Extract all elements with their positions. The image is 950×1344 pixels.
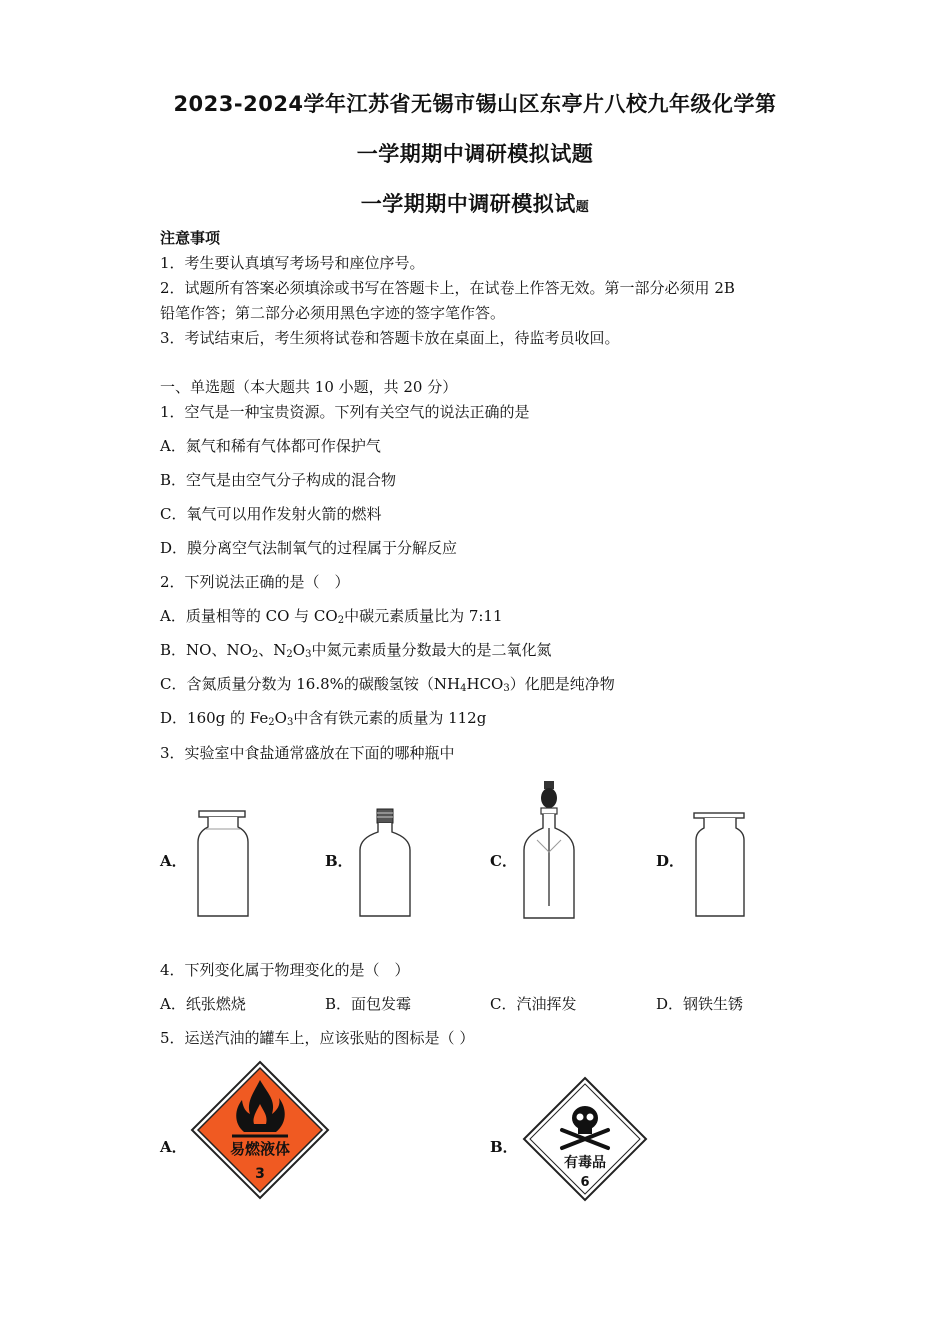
sign-b-number: 6 — [580, 1175, 590, 1190]
q5-label-a: A． — [160, 1138, 187, 1156]
sign-b-text: 有毒品 — [564, 1155, 606, 1171]
q3-label-c: C． — [490, 852, 517, 870]
page-title-line1: 2023-2024学年江苏省无锡市锡山区东亭片八校九年级化学第 — [173, 92, 777, 116]
notice-item-2: 2．试题所有答案必须填涂或书写在答题卡上，在试卷上作答无效。第一部分必须用 2B — [160, 279, 735, 297]
q2-option-a: A．质量相等的 CO 与 $CO_2$中碳元素质量比为 7:11 — [160, 607, 503, 626]
q4-option-b: B．面包发霉 — [325, 995, 412, 1013]
q1-option-c: C．氧气可以用作发射火箭的燃料 — [160, 505, 382, 523]
q5-stem: 5．运送汽油的罐车上，应该张贴的图标是（ ） — [160, 1029, 475, 1047]
q5-label-b: B． — [490, 1138, 518, 1156]
q4-option-c: C．汽油挥发 — [490, 995, 577, 1013]
q1-option-d: D．膜分离空气法制氧气的过程属于分解反应 — [160, 539, 458, 557]
page-title-line3 — [0, 188, 950, 218]
q4-stem: 4．下列变化属于物理变化的是（ ） — [160, 961, 410, 979]
dropper-bottle-icon — [516, 778, 582, 924]
title-line3-main: 一学期期中调研模拟试 — [360, 192, 576, 216]
gas-collecting-bottle-icon — [688, 810, 754, 920]
notice-heading: 注意事项 — [160, 229, 221, 247]
q2-option-b: B．NO、$NO_2$、$N_2O_3$中氮元素质量分数最大的是二氧化氮 — [160, 641, 552, 660]
section-heading: 一、单选题（本大题共 10 小题，共 20 分） — [160, 378, 458, 396]
q1-option-a: A．氮气和稀有气体都可作保护气 — [160, 437, 381, 455]
wide-mouth-bottle-icon — [190, 808, 260, 920]
sign-a-number: 3 — [255, 1166, 265, 1182]
q2-option-d: D．160g 的 $Fe_2O_3$中含有铁元素的质量为 112g — [160, 709, 487, 728]
q3-label-b: B． — [325, 852, 353, 870]
q3-label-d: D． — [656, 852, 685, 870]
sign-a-text: 易燃液体 — [229, 1140, 291, 1158]
q3-label-a: A． — [160, 852, 187, 870]
notice-item-1: 1．考生要认真填写考场号和座位序号。 — [160, 254, 425, 272]
q2-stem: 2．下列说法正确的是（ ） — [160, 573, 350, 591]
page-title-line2: 一学期期中调研模拟试题 — [356, 142, 594, 166]
narrow-mouth-bottle-icon — [352, 806, 422, 920]
flammable-liquid-sign-icon — [188, 1058, 332, 1202]
q4-option-a: A．纸张燃烧 — [160, 995, 246, 1013]
q4-option-d: D．钢铁生锈 — [656, 995, 744, 1013]
q2-option-c: C．含氮质量分数为 16.8%的碳酸氢铵$(NH_4HCO_3)$化肥是纯净物 — [160, 675, 615, 694]
title-line3-small: 题 — [575, 200, 590, 215]
toxic-substance-sign-icon — [520, 1074, 650, 1204]
notice-item-2-cont: 铅笔作答；第二部分必须用黑色字迹的签字笔作答。 — [160, 304, 506, 322]
q1-stem: 1．空气是一种宝贵资源。下列有关空气的说法正确的是 — [160, 403, 530, 421]
q1-option-b: B．空气是由空气分子构成的混合物 — [160, 471, 397, 489]
notice-item-3: 3．考试结束后，考生须将试卷和答题卡放在桌面上，待监考员收回。 — [160, 329, 620, 347]
q3-stem: 3．实验室中食盐通常盛放在下面的哪种瓶中 — [160, 744, 455, 762]
